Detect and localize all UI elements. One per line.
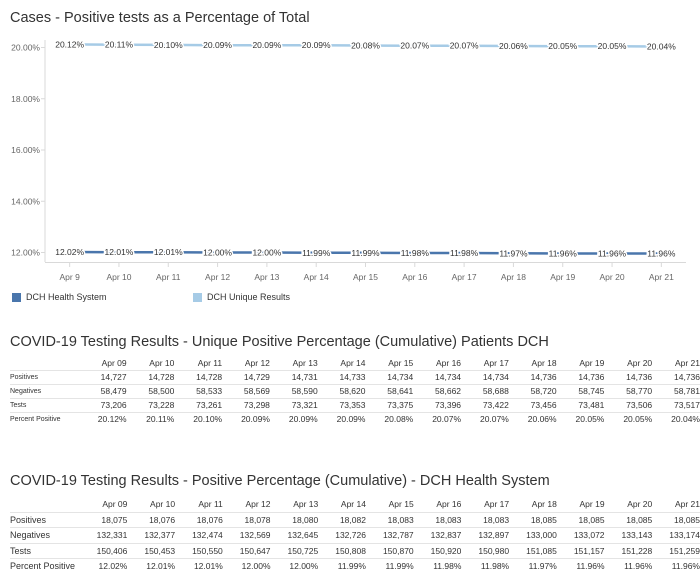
column-header: Apr 16 bbox=[436, 499, 462, 509]
table-cell: 11.96% bbox=[557, 559, 605, 574]
table-cell: 20.10% bbox=[174, 413, 222, 427]
table-cell: 12.02% bbox=[80, 559, 128, 574]
data-label: 11.97% bbox=[499, 248, 528, 259]
table-cell: 12.00% bbox=[223, 559, 271, 574]
table-title-unique: COVID-19 Testing Results - Unique Positive Percentage (Cumulative) Patients DCH bbox=[10, 334, 549, 350]
table-cell: 14,734 bbox=[461, 371, 509, 385]
table-row bbox=[10, 385, 700, 399]
column-header: Apr 13 bbox=[292, 358, 318, 368]
data-label: 11.96% bbox=[548, 248, 577, 259]
y-tick-label: 12.00% bbox=[11, 247, 40, 258]
x-tick-label: Apr 12 bbox=[205, 272, 231, 282]
table-cell: 151,259 bbox=[652, 543, 700, 559]
table-cell: 132,645 bbox=[271, 528, 319, 544]
table-cell: 14,734 bbox=[413, 371, 461, 385]
table-cell: 150,453 bbox=[127, 543, 175, 559]
column-header: Apr 17 bbox=[484, 499, 510, 509]
table-cell: 11.99% bbox=[366, 559, 414, 574]
data-label: 20.05% bbox=[597, 41, 627, 52]
column-header: Apr 21 bbox=[674, 358, 700, 368]
table-cell: 58,620 bbox=[318, 385, 366, 399]
row-label: Positives bbox=[10, 371, 79, 385]
row-label: Tests bbox=[10, 543, 80, 559]
column-header: Apr 18 bbox=[531, 499, 557, 509]
table-cell: 73,481 bbox=[557, 399, 605, 413]
table-cell: 14,736 bbox=[509, 371, 557, 385]
table-cell: 58,569 bbox=[222, 385, 270, 399]
table-cell: 18,078 bbox=[223, 512, 271, 528]
table-cell: 11.96% bbox=[652, 559, 700, 574]
table-cell: 58,590 bbox=[270, 385, 318, 399]
table-cell: 58,688 bbox=[461, 385, 509, 399]
table-cell: 18,083 bbox=[414, 512, 462, 528]
table-cell: 11.98% bbox=[414, 559, 462, 574]
table-cell: 11.96% bbox=[605, 559, 653, 574]
y-tick-label: 16.00% bbox=[11, 145, 40, 155]
data-label: 12.00% bbox=[203, 247, 232, 258]
table-cell: 14,734 bbox=[365, 371, 413, 385]
table-cell: 20.07% bbox=[461, 413, 509, 427]
table-cell: 20.07% bbox=[413, 413, 461, 427]
data-label: 12.01% bbox=[153, 247, 183, 258]
table-cell: 73,261 bbox=[174, 399, 222, 413]
table-cell: 151,085 bbox=[509, 543, 557, 559]
data-label: 20.12% bbox=[55, 39, 85, 50]
table-cell: 73,396 bbox=[413, 399, 461, 413]
data-label: 11.99% bbox=[302, 247, 331, 258]
table-row bbox=[10, 543, 700, 559]
table-row bbox=[10, 528, 700, 544]
data-label: 11.96% bbox=[597, 248, 627, 259]
table-cell: 150,808 bbox=[318, 543, 366, 559]
column-header: Apr 17 bbox=[483, 358, 509, 368]
column-header: Apr 19 bbox=[579, 358, 605, 368]
table-cell: 150,647 bbox=[223, 543, 271, 559]
data-label: 11.98% bbox=[450, 248, 479, 259]
x-tick-label: Apr 13 bbox=[254, 272, 280, 282]
table-cell: 11.99% bbox=[318, 559, 366, 574]
table-cell: 151,228 bbox=[605, 543, 653, 559]
y-tick-label: 14.00% bbox=[11, 196, 40, 207]
table-cell: 133,174 bbox=[652, 528, 700, 544]
data-label: 20.11% bbox=[104, 39, 134, 50]
row-label: Percent Positive bbox=[10, 413, 79, 427]
column-header: Apr 12 bbox=[245, 499, 271, 509]
table-cell: 73,506 bbox=[604, 399, 652, 413]
column-header: Apr 15 bbox=[388, 499, 414, 509]
table-cell: 132,331 bbox=[80, 528, 128, 544]
table-cell: 20.06% bbox=[509, 413, 557, 427]
table-cell: 58,745 bbox=[557, 385, 605, 399]
table-cell: 58,720 bbox=[509, 385, 557, 399]
table-cell: 20.09% bbox=[318, 413, 366, 427]
table-cell: 150,550 bbox=[175, 543, 223, 559]
legend-label-unique-results: DCH Unique Results bbox=[207, 292, 291, 302]
data-label: 20.07% bbox=[400, 40, 430, 51]
table-cell: 132,377 bbox=[127, 528, 175, 544]
table-cell: 151,157 bbox=[557, 543, 605, 559]
table-cell: 73,422 bbox=[461, 399, 509, 413]
column-header: Apr 09 bbox=[101, 358, 127, 368]
table-cell: 20.05% bbox=[604, 413, 652, 427]
table-cell: 14,728 bbox=[174, 371, 222, 385]
table-cell: 18,085 bbox=[652, 512, 700, 528]
column-header: Apr 15 bbox=[388, 358, 414, 368]
table-cell: 20.04% bbox=[652, 413, 700, 427]
table-corner bbox=[10, 357, 79, 371]
data-label: 20.09% bbox=[301, 40, 331, 51]
column-header: Apr 12 bbox=[244, 358, 270, 368]
table-cell: 14,736 bbox=[604, 371, 652, 385]
table-cell: 11.97% bbox=[509, 559, 557, 574]
data-label: 11.99% bbox=[351, 247, 380, 258]
table-cell: 73,353 bbox=[318, 399, 366, 413]
y-tick-label: 20.00% bbox=[11, 42, 40, 53]
table-cell: 18,076 bbox=[127, 512, 175, 528]
table-cell: 14,731 bbox=[270, 371, 318, 385]
data-label: 12.01% bbox=[104, 247, 134, 258]
table-row bbox=[10, 371, 700, 385]
column-header: Apr 18 bbox=[531, 358, 557, 368]
table-cell: 14,729 bbox=[222, 371, 270, 385]
table-cell: 12.00% bbox=[271, 559, 319, 574]
table-cell: 58,533 bbox=[174, 385, 222, 399]
table-cell: 132,837 bbox=[414, 528, 462, 544]
table-cell: 73,456 bbox=[509, 399, 557, 413]
table-cell: 18,085 bbox=[605, 512, 653, 528]
table-cell: 14,736 bbox=[652, 371, 700, 385]
table-cell: 20.11% bbox=[127, 413, 175, 427]
table-cell: 58,479 bbox=[79, 385, 127, 399]
data-label: 20.07% bbox=[449, 40, 479, 51]
table-cell: 150,725 bbox=[271, 543, 319, 559]
x-tick-label: Apr 19 bbox=[550, 272, 576, 282]
table-cell: 133,000 bbox=[509, 528, 557, 544]
table-header-row bbox=[10, 497, 700, 512]
table-cell: 133,072 bbox=[557, 528, 605, 544]
table-cell: 18,083 bbox=[366, 512, 414, 528]
table-cell: 11.98% bbox=[461, 559, 509, 574]
table-corner bbox=[10, 497, 80, 512]
column-header: Apr 21 bbox=[674, 499, 700, 509]
data-table-unique bbox=[10, 357, 700, 426]
chart-title: Cases - Positive tests as a Percentage of Total bbox=[10, 10, 310, 26]
table-cell: 14,736 bbox=[557, 371, 605, 385]
legend-item-unique-results[interactable] bbox=[193, 292, 290, 302]
table-cell: 20.05% bbox=[557, 413, 605, 427]
table-cell: 73,517 bbox=[652, 399, 700, 413]
legend-swatch-unique-results bbox=[193, 293, 202, 302]
column-header: Apr 11 bbox=[198, 499, 223, 509]
legend-swatch-health-system bbox=[12, 293, 21, 302]
table-cell: 132,787 bbox=[366, 528, 414, 544]
legend-label-health-system: DCH Health System bbox=[26, 292, 107, 302]
table-row bbox=[10, 399, 700, 413]
x-tick-label: Apr 14 bbox=[303, 272, 329, 282]
table-cell: 18,080 bbox=[271, 512, 319, 528]
table-cell: 14,733 bbox=[318, 371, 366, 385]
data-label: 20.06% bbox=[499, 40, 528, 51]
x-tick-label: Apr 20 bbox=[599, 272, 625, 282]
table-cell: 132,474 bbox=[175, 528, 223, 544]
table-cell: 132,569 bbox=[223, 528, 271, 544]
data-label: 20.09% bbox=[252, 40, 282, 51]
x-tick-label: Apr 18 bbox=[500, 272, 526, 282]
table-cell: 20.08% bbox=[365, 413, 413, 427]
table-cell: 73,375 bbox=[365, 399, 413, 413]
column-header: Apr 10 bbox=[149, 358, 175, 368]
table-cell: 73,228 bbox=[127, 399, 175, 413]
table-cell: 133,143 bbox=[605, 528, 653, 544]
data-label: 20.04% bbox=[646, 41, 676, 52]
table-cell: 58,770 bbox=[604, 385, 652, 399]
data-label: 20.08% bbox=[351, 40, 380, 51]
data-label: 12.02% bbox=[55, 246, 85, 257]
table-cell: 132,897 bbox=[461, 528, 509, 544]
table-cell: 18,076 bbox=[175, 512, 223, 528]
row-label: Percent Positive bbox=[10, 559, 80, 574]
table-cell: 132,726 bbox=[318, 528, 366, 544]
table-cell: 14,728 bbox=[127, 371, 175, 385]
table-cell: 12.01% bbox=[127, 559, 175, 574]
data-label: 11.96% bbox=[647, 248, 676, 259]
table-cell: 150,980 bbox=[461, 543, 509, 559]
table-row bbox=[10, 512, 700, 528]
data-label: 20.10% bbox=[153, 39, 183, 50]
y-tick-label: 18.00% bbox=[11, 93, 40, 104]
row-label: Positives bbox=[10, 512, 80, 528]
table-cell: 73,298 bbox=[222, 399, 270, 413]
x-tick-label: Apr 17 bbox=[451, 272, 477, 282]
table-cell: 73,206 bbox=[79, 399, 127, 413]
column-header: Apr 11 bbox=[197, 358, 223, 368]
data-label: 20.09% bbox=[203, 40, 232, 51]
row-label: Tests bbox=[10, 399, 79, 413]
column-header: Apr 14 bbox=[340, 499, 366, 509]
table-cell: 20.09% bbox=[270, 413, 318, 427]
table-cell: 73,321 bbox=[270, 399, 318, 413]
column-header: Apr 09 bbox=[102, 499, 128, 509]
table-cell: 14,727 bbox=[79, 371, 127, 385]
x-tick-label: Apr 21 bbox=[648, 272, 674, 282]
table-cell: 58,781 bbox=[652, 385, 700, 399]
legend-item-health-system[interactable] bbox=[12, 292, 107, 302]
x-tick-label: Apr 11 bbox=[156, 272, 181, 282]
table-row bbox=[10, 413, 700, 427]
table-cell: 58,500 bbox=[127, 385, 175, 399]
column-header: Apr 13 bbox=[293, 499, 319, 509]
table-cell: 150,920 bbox=[414, 543, 462, 559]
table-cell: 150,870 bbox=[366, 543, 414, 559]
table-cell: 20.12% bbox=[79, 413, 127, 427]
table-cell: 58,662 bbox=[413, 385, 461, 399]
table-cell: 150,406 bbox=[80, 543, 128, 559]
x-tick-label: Apr 9 bbox=[59, 272, 80, 282]
table-cell: 18,085 bbox=[509, 512, 557, 528]
data-table-health-system bbox=[10, 497, 700, 574]
table-title-health-system: COVID-19 Testing Results - Positive Percentage (Cumulative) - DCH Health System bbox=[10, 473, 550, 489]
table-cell: 20.09% bbox=[222, 413, 270, 427]
table-row bbox=[10, 559, 700, 574]
column-header: Apr 19 bbox=[579, 499, 605, 509]
row-label: Negatives bbox=[10, 528, 80, 544]
table-cell: 18,085 bbox=[557, 512, 605, 528]
column-header: Apr 14 bbox=[340, 358, 366, 368]
table-cell: 18,075 bbox=[80, 512, 128, 528]
x-tick-label: Apr 15 bbox=[352, 272, 379, 282]
table-cell: 18,082 bbox=[318, 512, 366, 528]
data-label: 12.00% bbox=[252, 247, 282, 258]
table-cell: 58,641 bbox=[365, 385, 413, 399]
x-tick-label: Apr 16 bbox=[402, 272, 428, 282]
column-header: Apr 10 bbox=[150, 499, 176, 509]
data-label: 11.98% bbox=[400, 248, 429, 259]
row-label: Negatives bbox=[10, 385, 79, 399]
x-tick-label: Apr 10 bbox=[106, 272, 132, 282]
table-cell: 18,083 bbox=[461, 512, 509, 528]
data-label: 20.05% bbox=[548, 41, 578, 52]
table-header-row bbox=[10, 357, 700, 371]
table-cell: 12.01% bbox=[175, 559, 223, 574]
column-header: Apr 20 bbox=[627, 358, 653, 368]
column-header: Apr 20 bbox=[627, 499, 653, 509]
column-header: Apr 16 bbox=[435, 358, 462, 368]
